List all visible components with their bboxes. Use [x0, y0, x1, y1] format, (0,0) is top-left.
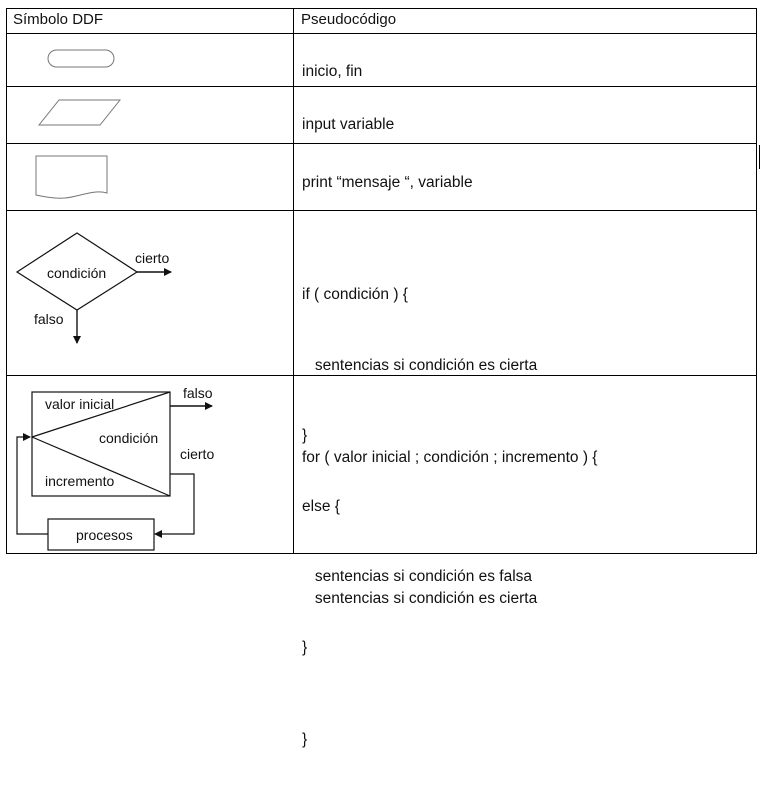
code-loop [302, 399, 597, 799]
header-cell-symbol [7, 9, 294, 33]
code-line: sentencias si condición es falsa [302, 568, 533, 585]
symbol-cell-decision [7, 211, 294, 375]
header-row [7, 9, 756, 33]
loop-symbol [7, 376, 294, 554]
ddf-pseudocode-table [6, 8, 757, 748]
code-line: } [302, 427, 308, 444]
decision-condition-label: condición [47, 265, 107, 281]
process-label: procesos [76, 527, 133, 543]
header-pseudo-label: Pseudocódigo [301, 11, 397, 28]
code-line [302, 517, 597, 541]
input-symbol [7, 87, 294, 144]
document-shape [36, 156, 107, 198]
loop-condition-label: condición [99, 430, 159, 446]
code-output: print “mensaje “, variable [302, 174, 473, 191]
row-input [7, 86, 756, 143]
loop-true-label: cierto [180, 446, 215, 462]
code-input: input variable [302, 116, 395, 133]
code-line: for ( valor inicial ; condición ; incremento ) { [302, 449, 598, 466]
row-output [7, 143, 756, 210]
code-line: } [302, 731, 308, 748]
symbol-cell-loop [7, 376, 294, 553]
code-line [302, 658, 597, 682]
loop-increment-label: incremento [45, 473, 115, 489]
symbol-cell-input [7, 87, 294, 143]
code-line: if ( condición ) { [302, 286, 408, 303]
row-start-end [7, 33, 756, 86]
parallelogram-shape [39, 100, 120, 125]
code-cell-output [295, 144, 756, 210]
header-cell-pseudo [295, 9, 756, 33]
decision-false-label: falso [34, 311, 64, 327]
code-line: } [302, 638, 308, 656]
code-line: sentencias si condición es cierta [302, 590, 538, 607]
symbol-cell-start-end [7, 34, 294, 86]
decision-symbol [7, 211, 294, 376]
text-cursor [759, 145, 760, 169]
code-line: sentencias si condición es cierta [302, 356, 538, 374]
terminal-shape [48, 50, 114, 67]
loop-false-label: falso [183, 385, 213, 401]
symbol-cell-output [7, 144, 294, 210]
decision-true-label: cierto [135, 250, 170, 266]
loop-initial-label: valor inicial [45, 396, 115, 412]
code-start-end: inicio, fin [302, 63, 363, 80]
terminal-symbol [7, 34, 294, 87]
document-symbol [7, 144, 294, 211]
code-cell-input [295, 87, 756, 143]
code-cell-start-end [295, 34, 756, 86]
header-symbol-label: Símbolo DDF [13, 11, 104, 28]
code-line: else { [302, 497, 340, 515]
